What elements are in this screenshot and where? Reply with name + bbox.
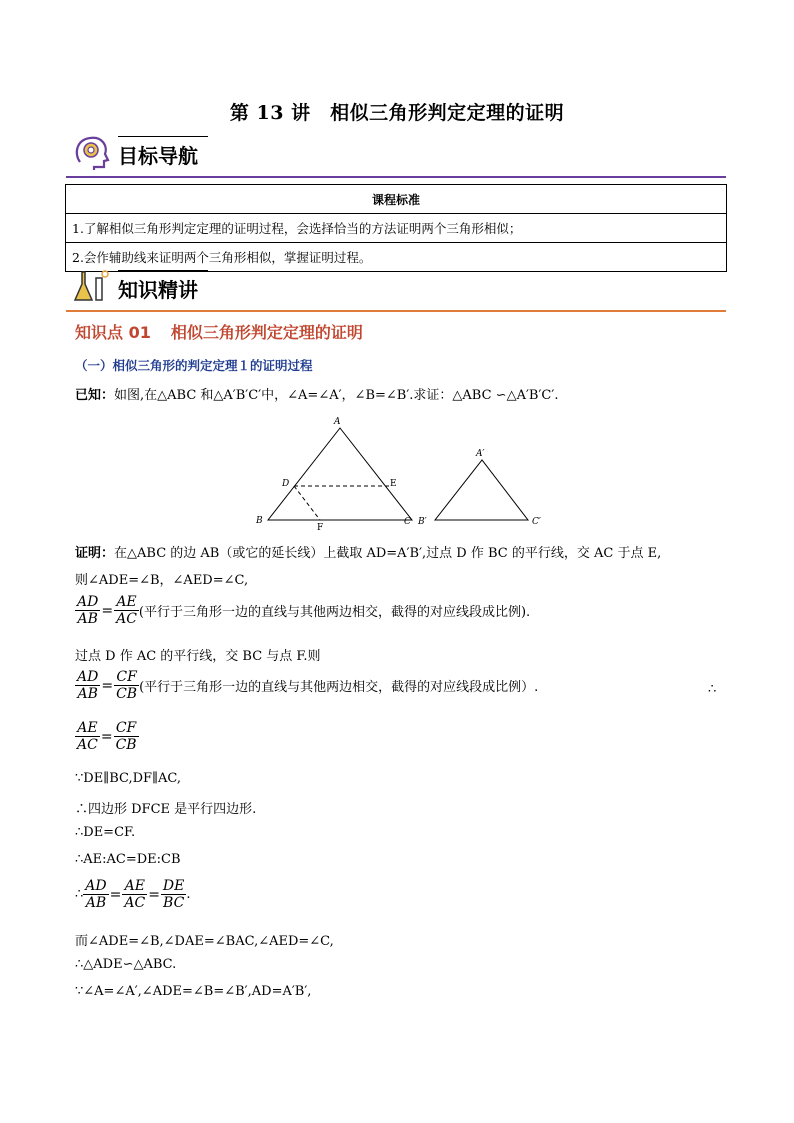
proof-text: 在△ABC 的边 AB（或它的延长线）上截取 AD=A′B′,过点 D 作 BC 的平行线，交 AC 于点 E, bbox=[114, 546, 662, 561]
knowledge-point-title: 相似三角形判定定理的证明 bbox=[170, 323, 363, 342]
section-bottom-rule bbox=[66, 310, 726, 312]
proof-line-2: 则∠ADE=∠B，∠AED=∠C, bbox=[75, 573, 249, 588]
proof-line-8: 而∠ADE=∠B,∠DAE=∠BAC,∠AED=∠C, bbox=[75, 934, 334, 949]
fraction: $\frac{CF}{CB}$ bbox=[116, 669, 138, 702]
segment-df bbox=[294, 486, 320, 520]
table-header: 课程标准 bbox=[66, 185, 727, 214]
given-text: 如图,在△ABC 和△A′B′C′中，∠A=∠A′，∠B=∠B′.求证：△ABC ∽△A′B′C′. bbox=[114, 388, 559, 403]
proof-line-6: ∴DE=CF. bbox=[75, 825, 136, 840]
fraction-line-3: $\frac{AE}{AC}$ = $\frac{CF}{CB}$ bbox=[77, 720, 137, 753]
section-top-rule bbox=[118, 270, 208, 271]
proof-line-3: 过点 D 作 AC 的平行线，交 BC 与点 F.则 bbox=[75, 649, 321, 664]
fraction: $\frac{AD}{AB}$ bbox=[85, 878, 107, 911]
section-header-knowledge bbox=[66, 266, 726, 312]
label-c: C bbox=[404, 517, 411, 527]
section-header-nav bbox=[66, 132, 726, 178]
fraction: $\frac{AD}{AB}$ bbox=[77, 594, 99, 627]
label-e: E bbox=[390, 479, 397, 489]
proof-line-7: ∴AE:AC=DE:CB bbox=[75, 852, 181, 867]
label-c-prime: C′ bbox=[532, 517, 541, 527]
course-standard-table bbox=[65, 184, 727, 272]
given-prefix: 已知： bbox=[75, 388, 115, 403]
label-f: F bbox=[317, 523, 324, 530]
proof-line-5: ∴四边形 DFCE 是平行四边形. bbox=[75, 802, 257, 817]
subheading: （一）相似三角形的判定定理１的证明过程 bbox=[75, 358, 313, 373]
lab-flask-icon bbox=[72, 266, 112, 306]
fraction: $\frac{AD}{AB}$ bbox=[77, 669, 99, 702]
fraction: $\frac{AE}{AC}$ bbox=[116, 594, 137, 627]
proof-line-4: ∵DE∥BC,DF∥AC, bbox=[75, 771, 182, 786]
label-a-prime: A′ bbox=[476, 449, 485, 459]
note: (平行于三角形一边的直线与其他两边相交，截得的对应线段成比例). bbox=[138, 605, 531, 620]
section-label-nav: 目标导航 bbox=[118, 144, 198, 168]
proof-line-1 bbox=[75, 542, 661, 561]
section-top-rule bbox=[118, 136, 208, 137]
knowledge-point-heading bbox=[75, 320, 363, 343]
triangle-abc bbox=[268, 428, 412, 520]
fraction: $\frac{CF}{CB}$ bbox=[115, 720, 137, 753]
table-row: 1.了解相似三角形判定定理的证明过程，会选择恰当的方法证明两个三角形相似； bbox=[66, 214, 727, 243]
triangle-a2b2c2 bbox=[435, 460, 528, 520]
label-b-prime: B′ bbox=[418, 517, 427, 527]
fraction: $\frac{DE}{BC}$ bbox=[162, 878, 185, 911]
section-label-knowledge: 知识精讲 bbox=[118, 278, 198, 302]
proof-prefix: 证明： bbox=[75, 546, 115, 561]
label-a: A bbox=[334, 417, 341, 427]
proof-line-10: ∵∠A=∠A′,∠ADE=∠B=∠B′,AD=A′B′, bbox=[75, 984, 312, 999]
triangle-figure bbox=[250, 410, 550, 530]
label-d: D bbox=[282, 479, 290, 489]
label-b: B bbox=[256, 516, 263, 526]
fraction-line-4: ∴ $\frac{AD}{AB}$ = $\frac{AE}{AC}$ = $\frac{DE}{BC}$ . bbox=[75, 878, 191, 911]
knowledge-point-label: 知识点 01 bbox=[75, 323, 151, 342]
fraction: $\frac{AE}{AC}$ bbox=[124, 878, 146, 911]
fraction: $\frac{AE}{AC}$ bbox=[77, 720, 98, 753]
page-title: 第 13 讲 相似三角形判定定理的证明 bbox=[229, 102, 565, 124]
given-statement bbox=[75, 384, 558, 403]
fraction-line-1: $\frac{AD}{AB}$ = $\frac{AE}{AC}$ (平行于三角形一边的直线与其他两边相交，截得的对应线段成比例). bbox=[77, 594, 531, 627]
table-row: 2.会作辅助线来证明两个三角形相似，掌握证明过程。 bbox=[66, 243, 727, 272]
head-brain-icon bbox=[72, 132, 112, 172]
fraction-line-2: $\frac{AD}{AB}$ = $\frac{CF}{CB}$ (平行于三角形一边的直线与其他两边相交，截得的对应线段成比例）. bbox=[77, 669, 539, 702]
therefore-symbol: ∴ bbox=[708, 682, 717, 697]
note: (平行于三角形一边的直线与其他两边相交，截得的对应线段成比例）. bbox=[139, 680, 539, 695]
proof-line-9: ∴△ADE∽△ABC. bbox=[75, 957, 177, 972]
section-bottom-rule bbox=[66, 176, 726, 178]
